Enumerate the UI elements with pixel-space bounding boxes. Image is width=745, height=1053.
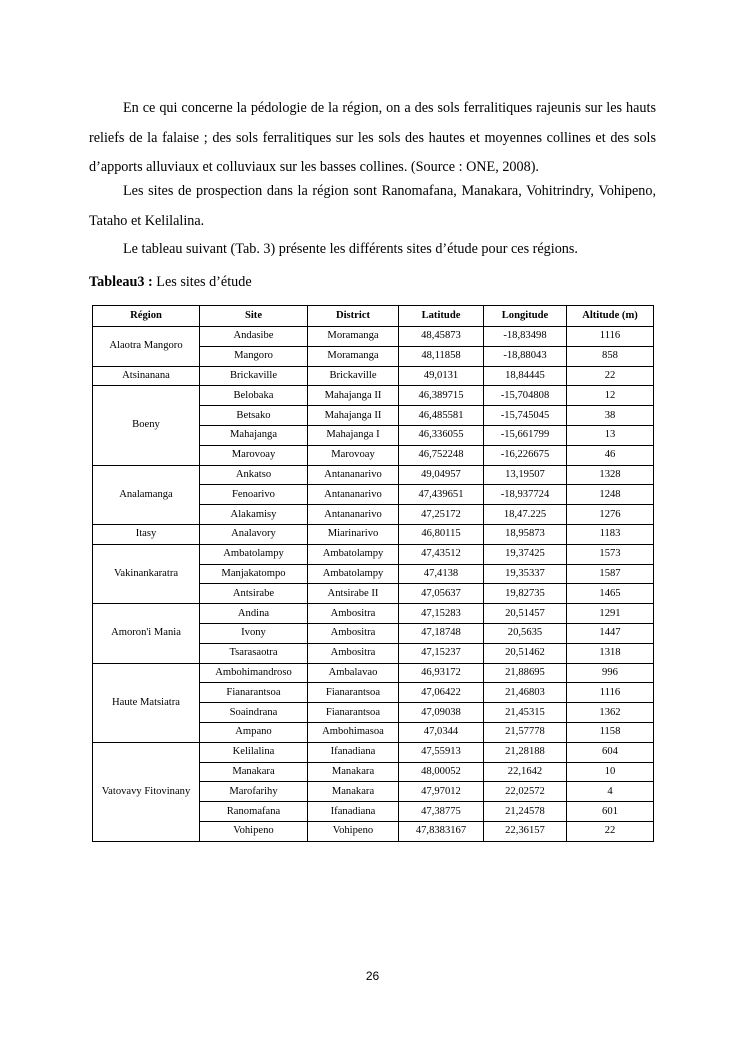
cell-latitude: 46,80115 — [399, 524, 484, 544]
cell-latitude: 47,06422 — [399, 683, 484, 703]
cell-longitude: -15,745045 — [484, 406, 567, 426]
table-row — [93, 544, 654, 564]
cell-district: Ambatolampy — [308, 564, 399, 584]
cell-longitude: 21,88695 — [484, 663, 567, 683]
cell-latitude: 46,336055 — [399, 425, 484, 445]
cell-altitude: 22 — [567, 366, 654, 386]
cell-longitude: -18,937724 — [484, 485, 567, 505]
cell-longitude: 18,47.225 — [484, 505, 567, 525]
table-row — [93, 524, 654, 544]
cell-altitude: 1465 — [567, 584, 654, 604]
cell-district: Fianarantsoa — [308, 683, 399, 703]
cell-altitude: 38 — [567, 406, 654, 426]
cell-site: Mangoro — [200, 346, 308, 366]
cell-longitude: 13,19507 — [484, 465, 567, 485]
cell-altitude: 1328 — [567, 465, 654, 485]
cell-district: Ambositra — [308, 604, 399, 624]
cell-district: Ambohimasoa — [308, 722, 399, 742]
cell-altitude: 1183 — [567, 524, 654, 544]
cell-site: Vohipeno — [200, 821, 308, 841]
cell-longitude: 18,95873 — [484, 524, 567, 544]
paragraph-sites: Les sites de prospection dans la région sont Ranomafana, Manakara, Vohitrindry, Vohipeno, Tataho et Kelilalina. — [89, 183, 656, 229]
cell-site: Antsirabe — [200, 584, 308, 604]
cell-site: Soaindrana — [200, 703, 308, 723]
cell-altitude: 601 — [567, 802, 654, 822]
cell-region: Vakinankaratra — [93, 544, 200, 603]
cell-district: Brickaville — [308, 366, 399, 386]
cell-site: Marofarihy — [200, 782, 308, 802]
cell-region: Atsinanana — [93, 366, 200, 386]
cell-site: Ambatolampy — [200, 544, 308, 564]
cell-longitude: 21,46803 — [484, 683, 567, 703]
cell-altitude: 1587 — [567, 564, 654, 584]
cell-altitude: 1116 — [567, 327, 654, 347]
cell-district: Antananarivo — [308, 505, 399, 525]
cell-latitude: 47,15237 — [399, 643, 484, 663]
cell-altitude: 1158 — [567, 722, 654, 742]
table-row — [93, 366, 654, 386]
cell-latitude: 47,38775 — [399, 802, 484, 822]
cell-longitude: 21,24578 — [484, 802, 567, 822]
cell-region: Boeny — [93, 386, 200, 465]
cell-site: Brickaville — [200, 366, 308, 386]
cell-latitude: 46,93172 — [399, 663, 484, 683]
header-altitude: Altitude (m) — [567, 306, 654, 327]
cell-latitude: 48,00052 — [399, 762, 484, 782]
cell-longitude: 19,37425 — [484, 544, 567, 564]
cell-latitude: 46,389715 — [399, 386, 484, 406]
cell-region: Itasy — [93, 524, 200, 544]
cell-latitude: 47,97012 — [399, 782, 484, 802]
cell-latitude: 49,04957 — [399, 465, 484, 485]
cell-site: Kelilalina — [200, 742, 308, 762]
cell-longitude: -15,704808 — [484, 386, 567, 406]
cell-district: Moramanga — [308, 327, 399, 347]
table-row — [93, 327, 654, 347]
cell-longitude: 22,1642 — [484, 762, 567, 782]
cell-latitude: 47,05637 — [399, 584, 484, 604]
cell-altitude: 12 — [567, 386, 654, 406]
cell-longitude: 19,35337 — [484, 564, 567, 584]
cell-district: Mahajanga II — [308, 406, 399, 426]
cell-longitude: 21,45315 — [484, 703, 567, 723]
cell-district: Ambatolampy — [308, 544, 399, 564]
cell-district: Miarinarivo — [308, 524, 399, 544]
cell-district: Antananarivo — [308, 485, 399, 505]
cell-longitude: -15,661799 — [484, 425, 567, 445]
cell-region: Amoron'i Mania — [93, 604, 200, 663]
cell-site: Fianarantsoa — [200, 683, 308, 703]
cell-site: Ivony — [200, 623, 308, 643]
cell-region: Vatovavy Fitovinany — [93, 742, 200, 841]
cell-latitude: 48,11858 — [399, 346, 484, 366]
cell-altitude: 13 — [567, 425, 654, 445]
cell-altitude: 1362 — [567, 703, 654, 723]
cell-latitude: 47,439651 — [399, 485, 484, 505]
cell-latitude: 47,15283 — [399, 604, 484, 624]
page-number: 26 — [365, 969, 380, 983]
cell-site: Belobaka — [200, 386, 308, 406]
cell-district: Antananarivo — [308, 465, 399, 485]
cell-longitude: 22,02572 — [484, 782, 567, 802]
cell-region: Haute Matsiatra — [93, 663, 200, 742]
cell-site: Analavory — [200, 524, 308, 544]
cell-district: Ambositra — [308, 623, 399, 643]
cell-district: Moramanga — [308, 346, 399, 366]
cell-longitude: 21,57778 — [484, 722, 567, 742]
cell-district: Ambalavao — [308, 663, 399, 683]
cell-altitude: 1248 — [567, 485, 654, 505]
cell-site: Manjakatompo — [200, 564, 308, 584]
cell-latitude: 47,43512 — [399, 544, 484, 564]
header-district: District — [308, 306, 399, 327]
header-region: Région — [93, 306, 200, 327]
cell-district: Antsirabe II — [308, 584, 399, 604]
header-site: Site — [200, 306, 308, 327]
cell-altitude: 858 — [567, 346, 654, 366]
cell-region: Analamanga — [93, 465, 200, 524]
paragraph-tableau: Le tableau suivant (Tab. 3) présente les différents sites d’étude pour ces régions. — [123, 241, 578, 257]
cell-latitude: 46,752248 — [399, 445, 484, 465]
cell-site: Ambohimandroso — [200, 663, 308, 683]
cell-latitude: 47,4138 — [399, 564, 484, 584]
cell-longitude: -16,226675 — [484, 445, 567, 465]
cell-site: Andasibe — [200, 327, 308, 347]
cell-latitude: 47,0344 — [399, 722, 484, 742]
cell-altitude: 1447 — [567, 623, 654, 643]
table-caption — [89, 268, 252, 297]
cell-district: Mahajanga I — [308, 425, 399, 445]
cell-latitude: 47,18748 — [399, 623, 484, 643]
cell-longitude: 20,51462 — [484, 643, 567, 663]
cell-district: Mahajanga II — [308, 386, 399, 406]
cell-longitude: 18,84445 — [484, 366, 567, 386]
cell-latitude: 47,8383167 — [399, 821, 484, 841]
cell-district: Ifanadiana — [308, 742, 399, 762]
cell-site: Tsarasaotra — [200, 643, 308, 663]
cell-latitude: 47,55913 — [399, 742, 484, 762]
cell-altitude: 10 — [567, 762, 654, 782]
cell-site: Alakamisy — [200, 505, 308, 525]
cell-altitude: 996 — [567, 663, 654, 683]
cell-longitude: 22,36157 — [484, 821, 567, 841]
cell-altitude: 4 — [567, 782, 654, 802]
cell-site: Ranomafana — [200, 802, 308, 822]
cell-site: Manakara — [200, 762, 308, 782]
cell-longitude: 20,51457 — [484, 604, 567, 624]
cell-altitude: 22 — [567, 821, 654, 841]
cell-site: Andina — [200, 604, 308, 624]
cell-site: Fenoarivo — [200, 485, 308, 505]
cell-site: Mahajanga — [200, 425, 308, 445]
cell-site: Ankatso — [200, 465, 308, 485]
table-row — [93, 742, 654, 762]
cell-longitude: -18,83498 — [484, 327, 567, 347]
cell-district: Ifanadiana — [308, 802, 399, 822]
cell-altitude: 1276 — [567, 505, 654, 525]
table-caption-text: Les sites d’étude — [152, 274, 252, 290]
cell-altitude: 1318 — [567, 643, 654, 663]
paragraph-pedologie: En ce qui concerne la pédologie de la région, on a des sols ferralitiques rajeunis sur les hauts reliefs de la falaise ; des sols ferralitiques sur les sols des hautes et moyennes collines et des sols d’apports alluviaux et colluviaux sur les basses collines. (Source : ONE, 2008). — [89, 100, 656, 175]
cell-site: Betsako — [200, 406, 308, 426]
cell-region: Alaotra Mangoro — [93, 327, 200, 367]
cell-district: Fianarantsoa — [308, 703, 399, 723]
header-latitude: Latitude — [399, 306, 484, 327]
cell-site: Ampano — [200, 722, 308, 742]
table-caption-label: Tableau3 : — [89, 274, 153, 290]
table-row — [93, 386, 654, 406]
cell-latitude: 46,485581 — [399, 406, 484, 426]
cell-longitude: 20,5635 — [484, 623, 567, 643]
cell-latitude: 47,25172 — [399, 505, 484, 525]
cell-district: Marovoay — [308, 445, 399, 465]
cell-altitude: 1116 — [567, 683, 654, 703]
sites-table — [92, 305, 654, 842]
cell-district: Ambositra — [308, 643, 399, 663]
table-row — [93, 663, 654, 683]
cell-longitude: -18,88043 — [484, 346, 567, 366]
table-body — [93, 327, 654, 842]
cell-district: Vohipeno — [308, 821, 399, 841]
header-longitude: Longitude — [484, 306, 567, 327]
cell-longitude: 21,28188 — [484, 742, 567, 762]
cell-altitude: 1291 — [567, 604, 654, 624]
table-row — [93, 465, 654, 485]
cell-altitude: 1573 — [567, 544, 654, 564]
cell-site: Marovoay — [200, 445, 308, 465]
table-row — [93, 604, 654, 624]
cell-altitude: 46 — [567, 445, 654, 465]
cell-latitude: 47,09038 — [399, 703, 484, 723]
cell-latitude: 49,0131 — [399, 366, 484, 386]
cell-longitude: 19,82735 — [484, 584, 567, 604]
table-header-row — [93, 306, 654, 327]
cell-latitude: 48,45873 — [399, 327, 484, 347]
cell-district: Manakara — [308, 782, 399, 802]
cell-district: Manakara — [308, 762, 399, 782]
cell-altitude: 604 — [567, 742, 654, 762]
